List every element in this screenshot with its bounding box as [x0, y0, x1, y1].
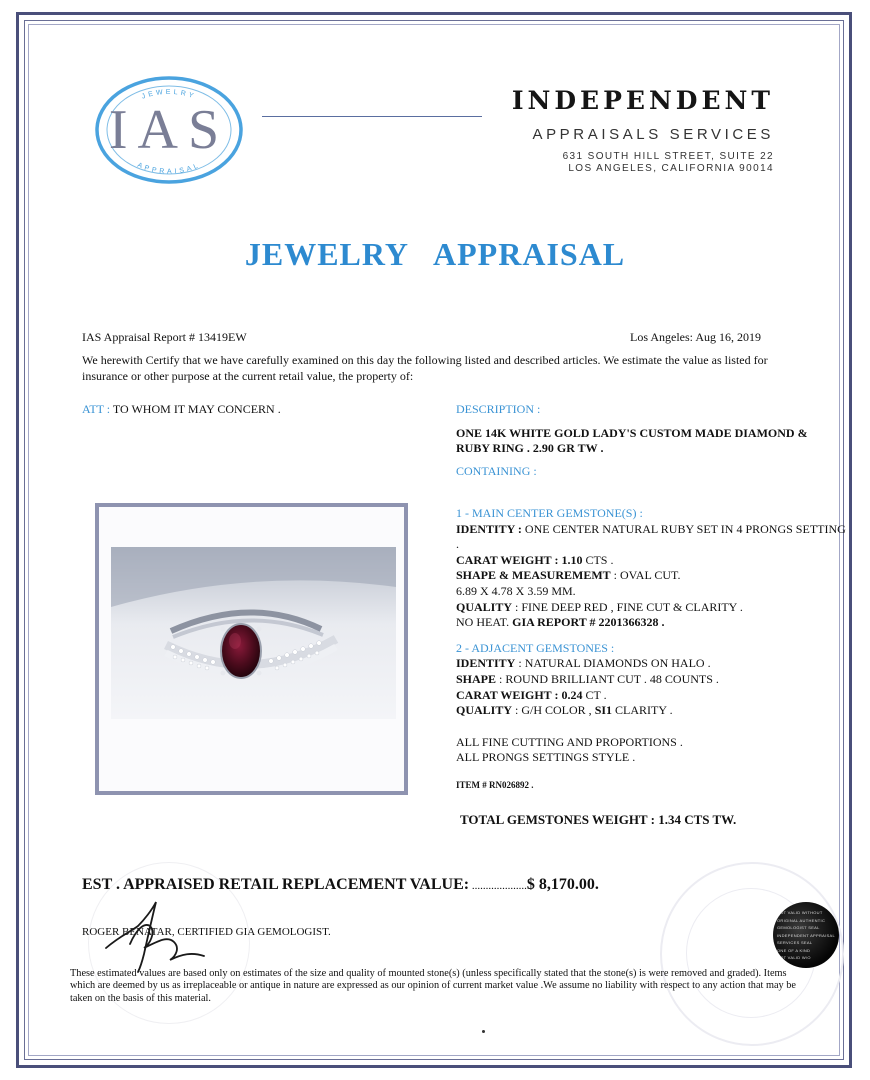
main-gem-shape-value: : OVAL CUT.	[613, 568, 681, 583]
hologram-text-line: SERVICES SEAL	[777, 940, 813, 945]
ias-logo	[88, 72, 250, 190]
main-gem-heat-gia	[456, 615, 846, 631]
gemologist-name: ROGER BENATAR, CERTIFIED GIA GEMOLOGIST.	[82, 926, 331, 938]
hologram-text-line: NOT VALID WITHOUT	[777, 910, 823, 915]
company-address-line1: 631 SOUTH HILL STREET, SUITE 22	[562, 151, 774, 162]
hologram-text-line: INDEPENDENT APPRAISAL	[777, 932, 836, 938]
main-gem-shape-label: SHAPE & MEASUREMEMT	[456, 568, 611, 583]
main-gem-identity	[456, 522, 846, 553]
main-gem-carat-unit: CTS .	[585, 552, 614, 567]
adjacent-gem-carat-label: CARAT WEIGHT :	[456, 687, 559, 702]
description-heading: DESCRIPTION :	[456, 402, 541, 416]
estimated-value-label: EST . APPRAISED RETAIL REPLACEMENT VALUE:	[82, 876, 470, 893]
ring-photo	[111, 547, 396, 719]
adjacent-gem-shape-label: SHAPE	[456, 671, 497, 686]
item-number: ITEM # RN026892 .	[456, 779, 534, 790]
hologram-text-line: ORIGINAL AUTHENTIC	[777, 917, 826, 923]
estimated-value-dots: ....................	[469, 880, 527, 892]
report-date: Los Angeles: Aug 16, 2019	[630, 330, 761, 344]
company-subtitle: APPRAISALS SERVICES	[532, 126, 774, 143]
stray-dot	[482, 1030, 485, 1033]
hologram-text-line: GEMOLOGIST SEAL	[777, 925, 820, 930]
adjacent-gem-quality-label: QUALITY	[456, 703, 513, 718]
main-gem-measurements: 6.89 X 4.78 X 3.59 MM.	[456, 583, 576, 598]
hologram-text-line: ONE OF A KIND	[777, 947, 811, 953]
company-header	[262, 86, 774, 186]
estimated-value-amount: $ 8,170.00.	[526, 876, 599, 893]
main-gem-gia-report: GIA REPORT # 2201366328 .	[512, 615, 665, 630]
main-gem-quality	[456, 600, 846, 616]
logo-ring-top: JEWELRY	[140, 88, 197, 101]
gemstone-details	[456, 506, 846, 794]
adjacent-gem-shape-value: : ROUND BRILLIANT CUT . 48 COUNTS .	[499, 671, 719, 686]
estimated-value-line	[82, 876, 599, 894]
notes-line2: ALL PRONGS SETTINGS STYLE .	[456, 750, 636, 765]
adjacent-gem-carat-value: 0.24	[561, 687, 583, 702]
ring-photo-frame	[95, 503, 408, 795]
notes-line1: ALL FINE CUTTING AND PROPORTIONS .	[456, 734, 683, 749]
adjacent-gem-clarity-value: SI1	[594, 703, 613, 718]
adjacent-gem-shape	[456, 672, 846, 688]
main-gem-shape	[456, 568, 846, 584]
report-number: IAS Appraisal Report # 13419EW	[82, 330, 247, 344]
main-gem-heading: 1 - MAIN CENTER GEMSTONE(S) :	[456, 506, 643, 520]
logo-ring-bottom: APPRAISAL	[136, 161, 202, 176]
adjacent-gem-carat	[456, 688, 846, 704]
company-address-line2: LOS ANGELES, CALIFORNIA 90014	[568, 163, 774, 174]
disclaimer-text: These estimated values are based only on estimates of the size and quality of mounted stone(s) (unless specifically stated that the stone(s) is were removed and graded). Items which are deemed by us as irreplaceable or antique in nature are expressed as our opinion of current market value .We assume no liability with respect to any action that may be taken on the basis of this material.	[70, 968, 796, 1004]
adjacent-gem-quality-value: : G/H COLOR ,	[515, 703, 592, 718]
main-gem-carat-value: 1.10	[561, 552, 583, 567]
company-name: INDEPENDENT	[511, 86, 774, 115]
header-rule	[262, 116, 482, 117]
main-gem-identity-label: IDENTITY :	[456, 521, 522, 536]
adjacent-gem-carat-unit: CT .	[585, 687, 607, 702]
adjacent-gem-identity	[456, 656, 846, 672]
attention-label: ATT :	[82, 402, 111, 416]
svg-text:APPRAISAL	[136, 162, 202, 176]
adjacent-gem-heading: 2 - ADJACENT GEMSTONES :	[456, 640, 615, 655]
description-text: ONE 14K WHITE GOLD LADY'S CUSTOM MADE DIAMOND & RUBY RING . 2.90 GR TW .	[456, 426, 808, 455]
adjacent-gem-identity-value: : NATURAL DIAMONDS ON HALO .	[518, 656, 711, 671]
document-title: JEWELRY APPRAISAL	[244, 236, 626, 272]
main-gem-carat-label: CARAT WEIGHT :	[456, 552, 559, 567]
containing-label: CONTAINING :	[456, 464, 537, 478]
main-gem-identity-value: ONE CENTER NATURAL RUBY SET IN 4 PRONGS SETTING .	[456, 521, 846, 552]
main-gem-carat	[456, 553, 846, 569]
total-gemstone-weight: TOTAL GEMSTONES WEIGHT : 1.34 CTS TW.	[460, 812, 737, 827]
main-gem-heat: NO HEAT.	[456, 615, 510, 630]
main-gem-quality-label: QUALITY	[456, 599, 513, 614]
certification-text: We herewith Certify that we have carefully examined on this day the following listed and described articles. We estimate the value as listed for insurance or other purpose at the current retail value, the property of:	[82, 353, 768, 383]
attention-line	[82, 402, 281, 417]
adjacent-gem-clarity-suffix: CLARITY .	[615, 703, 673, 718]
main-gem-quality-value: : FINE DEEP RED , FINE CUT & CLARITY .	[515, 599, 743, 614]
attention-value: TO WHOM IT MAY CONCERN .	[112, 402, 281, 416]
hologram-seal	[773, 902, 839, 968]
gemologist-signature	[100, 896, 210, 976]
hologram-text-line: NOT VALID W/O	[777, 955, 811, 960]
logo-text: IAS	[108, 99, 230, 161]
adjacent-gem-identity-label: IDENTITY	[456, 656, 516, 671]
adjacent-gem-quality	[456, 703, 846, 719]
